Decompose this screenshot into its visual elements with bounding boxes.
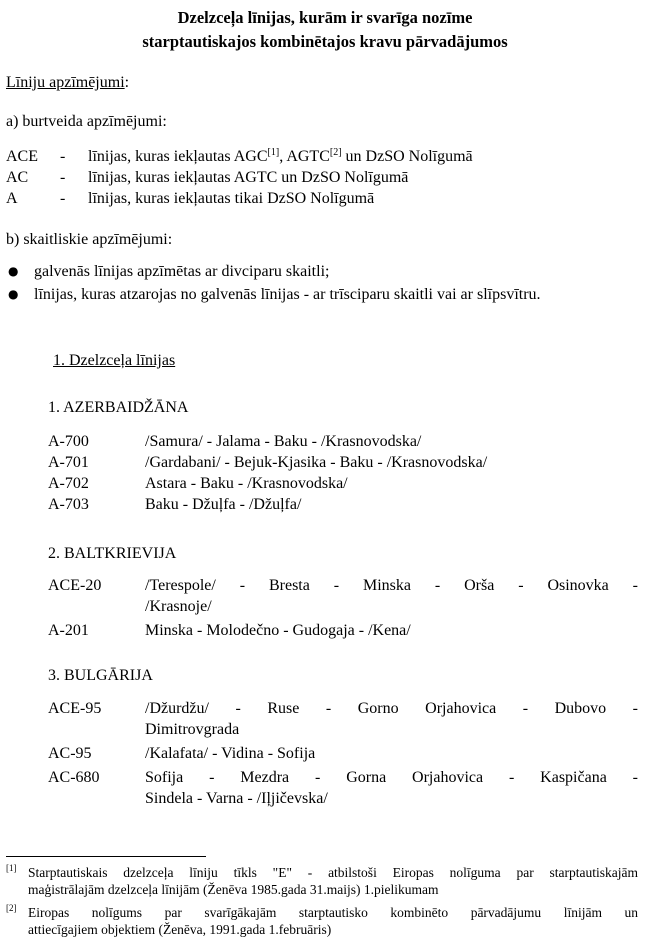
line-code: A-702	[48, 475, 89, 492]
legend-heading-text: Līniju apzīmējumi	[6, 74, 125, 91]
bullet-icon: ●	[8, 287, 19, 301]
line-route: /Gardabani/ - Bejuk-Kjasika - Baku - /Krasnovodska/	[145, 454, 488, 471]
abbr-text-part: līnijas, kuras iekļautas AGC	[88, 148, 268, 165]
abbr-dash: -	[60, 148, 66, 165]
footnote-ref-1[interactable]: [1]	[267, 147, 280, 158]
abbr-code: A	[6, 190, 18, 207]
abbr-dash: -	[60, 190, 66, 207]
line-code: A-700	[48, 433, 89, 450]
country-heading-azerbaijan: 1. AZERBAIDŽĀNA	[48, 399, 189, 416]
legend-heading-colon: :	[124, 74, 130, 91]
abbr-text: līnijas, kuras iekļautas AGTC un DzSO Nolīgumā	[88, 169, 409, 186]
footnote-number: [1]	[6, 863, 17, 873]
abbr-code: AC	[6, 169, 29, 186]
numbers-heading: b) skaitliskie apzīmējumi:	[6, 231, 173, 248]
line-code: ACE-20	[48, 577, 102, 594]
document-title-line-1: Dzelzceļa līnijas, kurām ir svarīga nozīme	[177, 8, 473, 27]
footnote-ref-2[interactable]: [2]	[329, 147, 342, 158]
country-heading-bulgaria: 3. BULGĀRIJA	[48, 667, 153, 684]
bullet-icon: ●	[8, 264, 19, 278]
section-heading: 1. Dzelzceļa līnijas	[53, 352, 176, 369]
line-route: Minska - Molodečno - Gudogaja - /Kena/	[145, 622, 411, 639]
letters-heading: a) burtveida apzīmējumi:	[6, 113, 167, 130]
line-route: /Džurdžu/ - Ruse - Gorno Orjahovica - Dubovo -	[145, 700, 638, 717]
footnote-text-line-2: attiecīgajiem objektiem (Ženēva, 1991.gada 1.februāris)	[28, 922, 332, 937]
line-route: /Terespole/ - Bresta - Minska - Orša - Osinovka -	[145, 577, 638, 594]
footnote-text-line-1: Eiropas nolīgums par svarīgākajām starptautisko kombinēto pārvadājumu līnijām un	[28, 905, 638, 920]
line-route: /Kalafata/ - Vidina - Sofija	[145, 745, 316, 762]
footnote-text-line-1: Starptautiskais dzelzceļa līniju tīkls "E" - atbilstoši Eiropas nolīguma par starptautiskajām	[28, 865, 638, 880]
abbr-dash: -	[60, 169, 66, 186]
line-code: AC-680	[48, 769, 100, 786]
footnote-text	[28, 864, 638, 898]
abbr-code: ACE	[6, 148, 38, 165]
line-route: Astara - Baku - /Krasnovodska/	[145, 475, 348, 492]
line-code: A-701	[48, 454, 89, 471]
footnote-1	[6, 864, 638, 898]
country-heading-belarus: 2. BALTKRIEVIJA	[48, 545, 177, 562]
abbr-text	[88, 146, 473, 167]
line-route-continued: Sindela - Varna - /Iļjičevska/	[145, 790, 328, 807]
bullet-text: galvenās līnijas apzīmētas ar divciparu skaitli;	[34, 263, 330, 280]
abbr-text: līnijas, kuras iekļautas tikai DzSO Nolīgumā	[88, 190, 375, 207]
footnote-text	[28, 904, 638, 938]
document-title-line-2: starptautiskajos kombinētajos kravu pārvadājumos	[142, 32, 508, 51]
line-code: ACE-95	[48, 700, 102, 717]
legend-heading	[6, 72, 129, 93]
abbr-text-part: , AGTC	[279, 148, 330, 165]
line-route: Baku - Džuļfa - /Džuļfa/	[145, 496, 302, 513]
line-route-continued: /Krasnoje/	[145, 598, 212, 615]
bullet-text: līnijas, kuras atzarojas no galvenās līnijas - ar trīsciparu skaitli vai ar slīpsvītru.	[34, 286, 541, 303]
line-route-continued: Dimitrovgrada	[145, 721, 240, 738]
line-code: A-703	[48, 496, 89, 513]
abbr-text-part: un DzSO Nolīgumā	[341, 148, 473, 165]
line-code: AC-95	[48, 745, 92, 762]
footnote-2	[6, 904, 638, 938]
line-route: /Samura/ - Jalama - Baku - /Krasnovodska/	[145, 433, 422, 450]
line-route: Sofija - Mezdra - Gorna Orjahovica - Kaspičana -	[145, 769, 638, 786]
footnote-separator	[6, 856, 206, 857]
footnote-number: [2]	[6, 903, 17, 913]
line-code: A-201	[48, 622, 89, 639]
footnote-text-line-2: maģistrālajām dzelzceļa līnijām (Ženēva 1985.gada 31.maijs) 1.pielikumam	[28, 882, 439, 897]
